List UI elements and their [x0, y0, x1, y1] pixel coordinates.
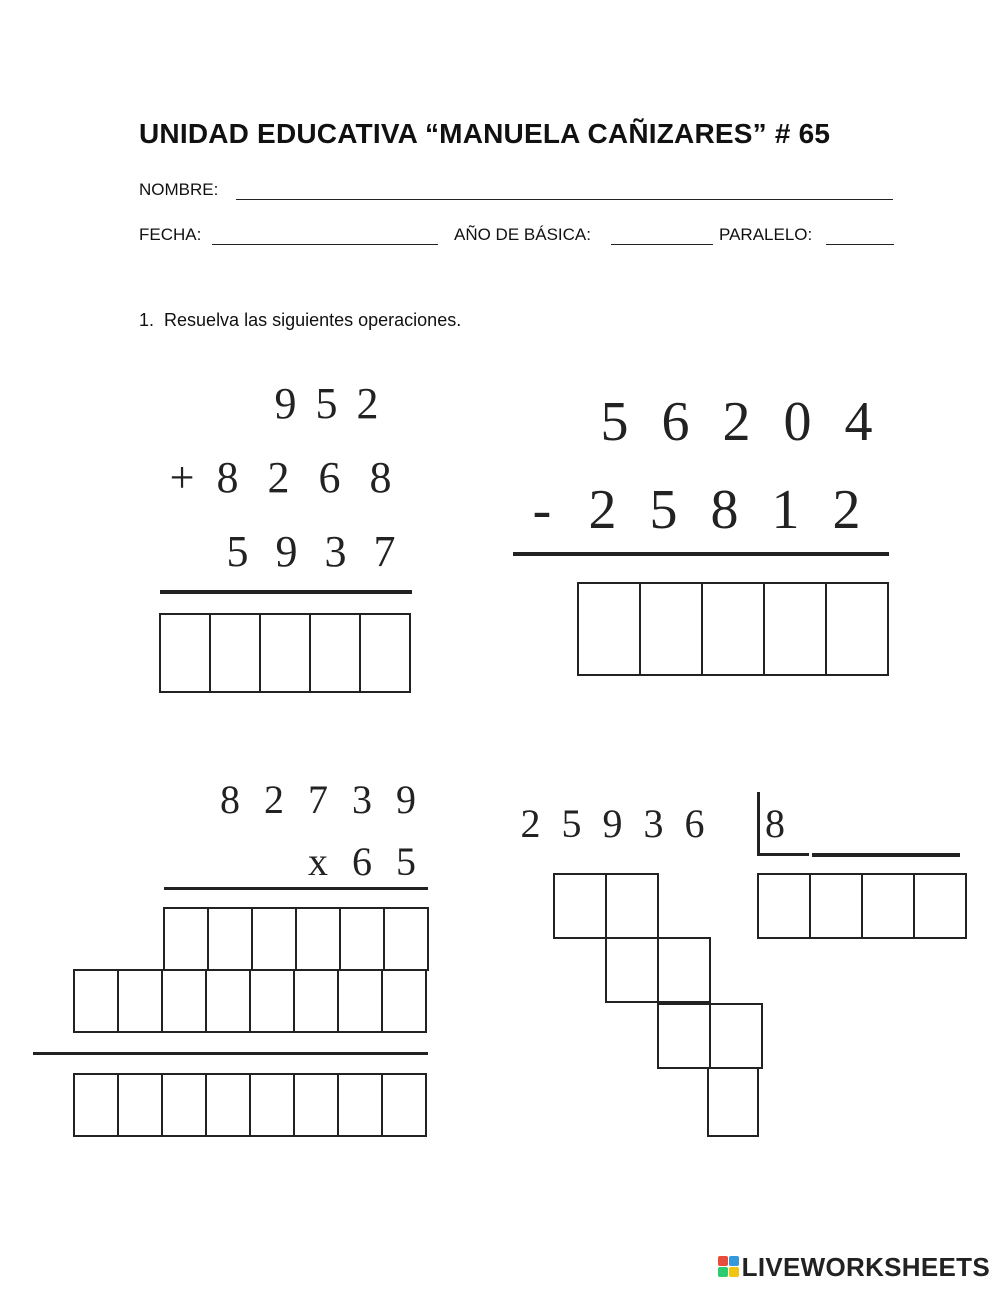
subtraction-row2 — [512, 478, 877, 542]
subtraction-digit: 5 — [600, 391, 629, 453]
division-step-box[interactable] — [709, 1003, 763, 1069]
liveworksheets-logo-icon — [718, 1256, 740, 1278]
multiplication-partial-box[interactable] — [163, 907, 209, 971]
multiplication-result-box[interactable] — [293, 1073, 339, 1137]
addition-digit: 2 — [267, 453, 290, 502]
multiplication-result-box[interactable] — [73, 1073, 119, 1137]
subtraction-digit: 4 — [844, 391, 873, 453]
multiplication-partial-box[interactable] — [161, 969, 207, 1033]
multiplication-digit: 2 — [264, 777, 284, 822]
instruction-text: Resuelva las siguientes operaciones. — [164, 310, 462, 330]
division-quotient-box[interactable] — [913, 873, 967, 939]
fecha-label: FECHA: — [139, 225, 202, 244]
logo-square — [729, 1256, 739, 1266]
multiplication-digit: 7 — [308, 777, 328, 822]
subtraction-row1 — [584, 390, 889, 454]
nombre-label: NOMBRE: — [139, 180, 219, 199]
nombre-blank-line[interactable] — [236, 199, 893, 200]
division-bracket-horizontal — [757, 853, 809, 856]
multiplication-result-box[interactable] — [337, 1073, 383, 1137]
addition-answer-box[interactable] — [309, 613, 361, 693]
division-quotient-box[interactable] — [809, 873, 863, 939]
division-step-box[interactable] — [553, 873, 607, 939]
subtraction-digit: 2 — [722, 391, 751, 453]
plus-operator: + — [169, 453, 195, 502]
division-digit: 2 — [520, 801, 541, 846]
multiplication-sum-line — [33, 1052, 428, 1055]
division-quotient-box[interactable] — [861, 873, 915, 939]
addition-digit: 9 — [275, 527, 298, 576]
division-digit: 6 — [684, 801, 705, 846]
multiplication-partial-box[interactable] — [383, 907, 429, 971]
multiplication-partial-box[interactable] — [249, 969, 295, 1033]
multiplication-partial-box[interactable] — [293, 969, 339, 1033]
multiplication-partial-box[interactable] — [381, 969, 427, 1033]
subtraction-digit: 2 — [832, 479, 861, 541]
addition-digit: 2 — [356, 379, 379, 428]
subtraction-answer-box[interactable] — [577, 582, 641, 676]
subtraction-digit: 0 — [783, 391, 812, 453]
multiplication-line — [164, 887, 428, 890]
instruction-number: 1. — [139, 310, 155, 330]
liveworksheets-logo — [718, 1252, 990, 1283]
division-digit: 3 — [643, 801, 664, 846]
addition-answer-box[interactable] — [259, 613, 311, 693]
multiplication-result-box[interactable] — [161, 1073, 207, 1137]
multiplication-partial-box[interactable] — [73, 969, 119, 1033]
multiplication-partial-box[interactable] — [337, 969, 383, 1033]
times-operator: x — [308, 839, 328, 884]
addition-answer-box[interactable] — [359, 613, 411, 693]
addition-sum-line — [160, 590, 412, 594]
paralelo-label: PARALELO: — [719, 225, 813, 244]
division-quotient-line — [812, 853, 960, 857]
multiplication-result-box[interactable] — [381, 1073, 427, 1137]
addition-answer-box[interactable] — [159, 613, 211, 693]
addition-digit: 8 — [369, 453, 392, 502]
multiplication-digit: 3 — [352, 777, 372, 822]
logo-square — [718, 1267, 728, 1277]
multiplication-digit: 9 — [396, 777, 416, 822]
subtraction-digit: 5 — [649, 479, 678, 541]
logo-square — [729, 1267, 739, 1277]
division-step-box[interactable] — [605, 873, 659, 939]
subtraction-digit: 8 — [710, 479, 739, 541]
multiplication-row2 — [296, 838, 428, 885]
nombre-row — [139, 180, 218, 200]
addition-digit: 8 — [216, 453, 239, 502]
division-step-box[interactable] — [605, 937, 659, 1003]
liveworksheets-logo-text: LIVEWORKSHEETS — [741, 1252, 990, 1282]
subtraction-answer-box[interactable] — [701, 582, 765, 676]
subtraction-digit: 1 — [771, 479, 800, 541]
multiplication-digit: 8 — [220, 777, 240, 822]
subtraction-digit: 6 — [661, 391, 690, 453]
subtraction-digit: 2 — [588, 479, 617, 541]
multiplication-result-box[interactable] — [249, 1073, 295, 1137]
addition-digit: 9 — [274, 379, 297, 428]
addition-digit: 6 — [318, 453, 341, 502]
anio-label: AÑO DE BÁSICA: — [454, 225, 591, 244]
addition-digit: 5 — [315, 379, 338, 428]
multiplication-partial-box[interactable] — [339, 907, 385, 971]
division-dividend — [510, 800, 715, 847]
division-digit: 9 — [602, 801, 623, 846]
addition-row1 — [265, 378, 388, 429]
addition-answer-box[interactable] — [209, 613, 261, 693]
addition-digit: 7 — [373, 527, 396, 576]
addition-row3 — [213, 526, 409, 577]
multiplication-partial-box[interactable] — [207, 907, 253, 971]
addition-digit: 3 — [324, 527, 347, 576]
page-title: UNIDAD EDUCATIVA “MANUELA CAÑIZARES” # 65 — [139, 118, 831, 149]
multiplication-result-box[interactable] — [205, 1073, 251, 1137]
addition-digit: 5 — [226, 527, 249, 576]
addition-row2 — [162, 452, 406, 503]
subtraction-answer-box[interactable] — [825, 582, 889, 676]
multiplication-result-box[interactable] — [117, 1073, 163, 1137]
multiplication-partial-box[interactable] — [117, 969, 163, 1033]
division-bracket-vertical — [757, 792, 760, 856]
multiplication-partial-box[interactable] — [251, 907, 297, 971]
minus-operator: - — [532, 479, 552, 541]
multiplication-digit: 5 — [396, 839, 416, 884]
division-step-box[interactable] — [707, 1067, 759, 1137]
division-quotient-box[interactable] — [757, 873, 811, 939]
subtraction-answer-box[interactable] — [639, 582, 703, 676]
anio-blank-line[interactable] — [611, 244, 713, 245]
instruction — [139, 310, 461, 331]
logo-square — [718, 1256, 728, 1266]
division-digit: 5 — [561, 801, 582, 846]
subtraction-result-line — [513, 552, 889, 556]
division-step-box[interactable] — [657, 937, 711, 1003]
multiplication-row1 — [208, 776, 428, 823]
paralelo-blank-line[interactable] — [826, 244, 894, 245]
multiplication-digit: 6 — [352, 839, 372, 884]
division-divisor: 8 — [765, 801, 785, 846]
subtraction-answer-box[interactable] — [763, 582, 827, 676]
multiplication-partial-box[interactable] — [205, 969, 251, 1033]
division-step-box[interactable] — [657, 1003, 711, 1069]
fecha-blank-line[interactable] — [212, 244, 438, 245]
multiplication-partial-box[interactable] — [295, 907, 341, 971]
